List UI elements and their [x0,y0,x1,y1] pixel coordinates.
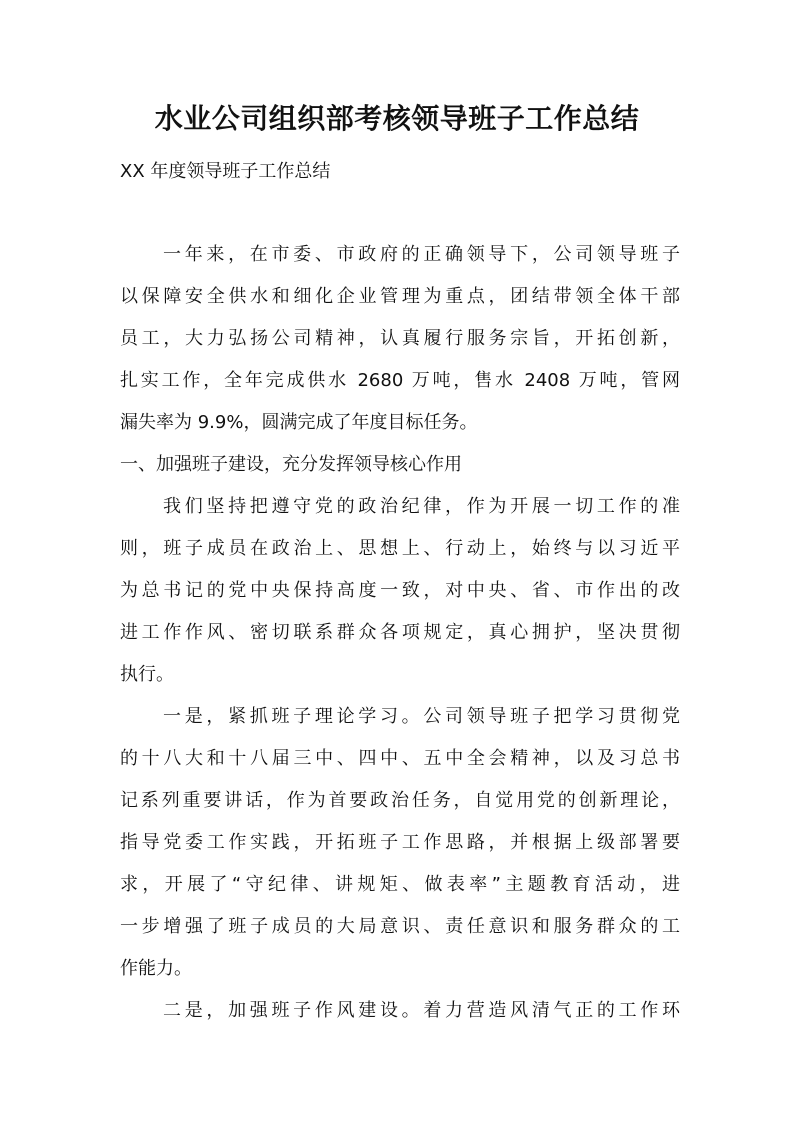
text-line: 一步增强了班子成员的大局意识、责任意识和服务群众的工 [120,916,680,937]
text-line: 一年来，在市委、市政府的正确领导下，公司领导班子 [163,244,680,265]
paragraph-intro [120,234,680,444]
text-line: 扎实工作，全年完成供水 2680 万吨，售水 2408 万吨，管网 [120,370,680,391]
text-line: 一是，紧抓班子理论学习。公司领导班子把学习贯彻党 [163,706,680,727]
text-line: 我们坚持把遵守党的政治纪律，作为开展一切工作的准 [163,496,680,517]
text-line: 二是，加强班子作风建设。着力营造风清气正的工作环 [163,1000,680,1021]
document-subtitle: XX 年度领导班子工作总结 [120,161,331,182]
text-line: 记系列重要讲话，作为首要政治任务，自觉用党的创新理论， [120,790,680,811]
document-title: 水业公司组织部考核领导班子工作总结 [154,102,640,135]
text-line: 为总书记的党中央保持高度一致，对中央、省、市作出的改 [120,580,680,601]
paragraph-work-style [120,990,680,1032]
text-line: 的十八大和十八届三中、四中、五中全会精神，以及习总书 [120,748,680,769]
text-line: 求，开展了“守纪律、讲规矩、做表率”主题教育活动，进 [120,874,680,895]
text-line: 指导党委工作实践，开拓班子工作思路，并根据上级部署要 [120,832,680,853]
text-line: 则，班子成员在政治上、思想上、行动上，始终与以习近平 [120,538,680,559]
text-line: 进工作作风、密切联系群众各项规定，真心拥护，坚决贯彻 [120,622,680,643]
text-line: 执行。 [120,664,174,685]
text-line: 以保障安全供水和细化企业管理为重点，团结带领全体干部 [120,286,680,307]
section-heading: 一、加强班子建设，充分发挥领导核心作用 [120,454,462,475]
text-line: 员工，大力弘扬公司精神，认真履行服务宗旨，开拓创新， [120,328,680,349]
paragraph-discipline [120,486,680,696]
text-line: 作能力。 [120,958,192,979]
text-line: 漏失率为 9.9%，圆满完成了年度目标任务。 [120,412,478,433]
paragraph-theory-study [120,696,680,990]
